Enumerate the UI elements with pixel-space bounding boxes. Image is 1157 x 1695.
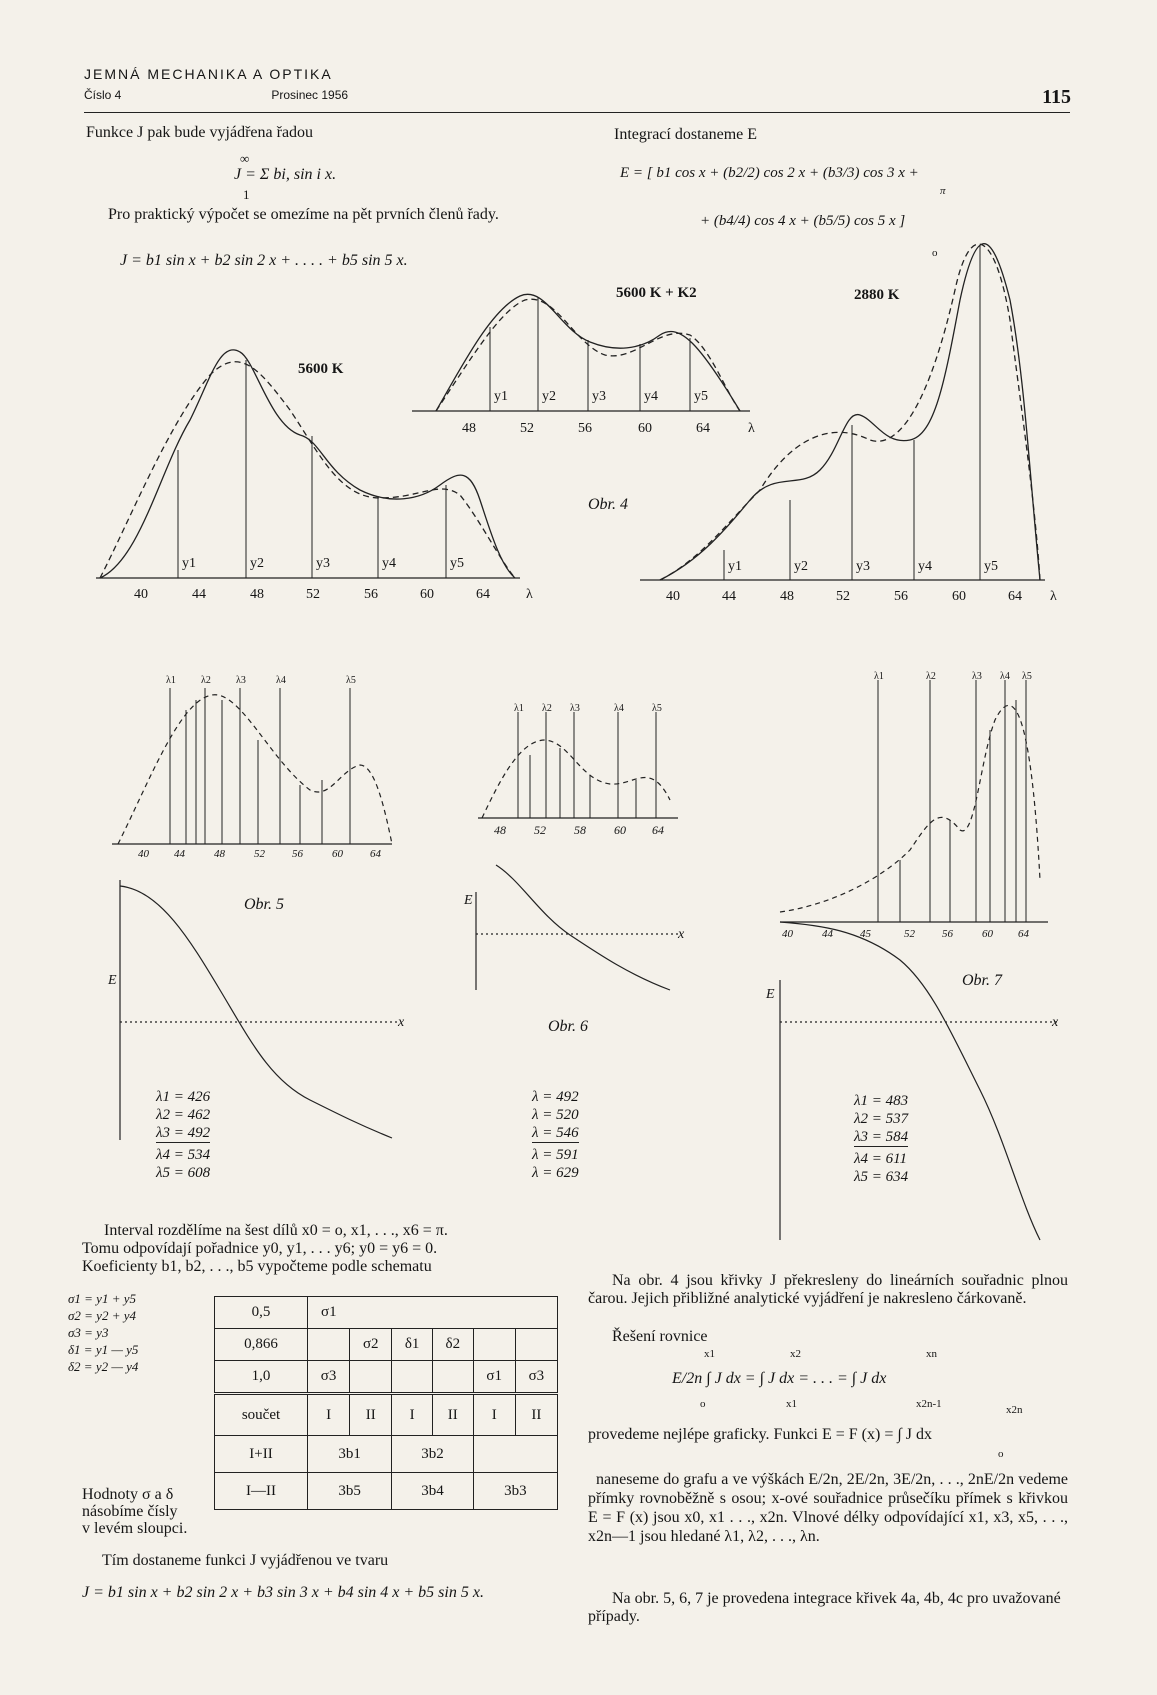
obr4a-tick-40: 40 xyxy=(134,587,148,602)
obr4c-y5: y5 xyxy=(984,559,998,574)
obr7-tick-44: 44 xyxy=(822,928,833,940)
obr6-values xyxy=(532,1088,579,1182)
obr5-tick-40: 40 xyxy=(138,848,149,860)
integration-reference: Na obr. 5, 6, 7 je provedena integrace křivek 4a, 4b, 4c pro uvažované případy. xyxy=(588,1590,1061,1625)
obr6-lambda1: λ1 xyxy=(514,703,524,714)
obr5-E-axis: E xyxy=(108,973,117,988)
obr7-caption: Obr. 7 xyxy=(962,972,1003,989)
obr4a-tick-56: 56 xyxy=(364,587,378,602)
obr7-value-4: λ4 = 611 xyxy=(854,1151,908,1167)
obr4b-label: 5600 K + K2 xyxy=(616,285,697,301)
def-sigma2: σ2 = y2 + y4 xyxy=(68,1308,136,1323)
obr7-lambda4: λ4 xyxy=(1000,671,1010,682)
obr6-value-4: λ = 591 xyxy=(532,1147,579,1163)
obr7-values xyxy=(854,1092,908,1186)
graphic-solution: provedeme nejlépe graficky. Funkci E = F (x) = ∫ J dx xyxy=(588,1426,932,1443)
def-delta1: δ1 = y1 — y5 xyxy=(68,1342,139,1357)
cell-sigma3-b: σ3 xyxy=(515,1361,557,1394)
obr7-spectrum xyxy=(780,680,1048,922)
obr4a-tick-lambda: λ xyxy=(526,587,533,602)
obr4b-y1: y1 xyxy=(494,389,508,404)
obr4c-label: 2880 K xyxy=(854,287,900,303)
issue-date: Prosinec 1956 xyxy=(271,88,349,102)
def-sigma3: σ3 = y3 xyxy=(68,1325,109,1340)
obr7-E-axis: E xyxy=(766,987,775,1002)
obr4c-y1: y1 xyxy=(728,559,742,574)
obr4a-tick-44: 44 xyxy=(192,587,206,602)
obr7-tick-52: 52 xyxy=(904,928,915,940)
obr7-lambda3: λ3 xyxy=(972,671,982,682)
cell-sigma2: σ2 xyxy=(350,1329,392,1361)
obr4c-tick-lambda: λ xyxy=(1050,589,1057,604)
sum-lower-limit: 1 xyxy=(243,187,250,202)
obr5-tick-64: 64 xyxy=(370,848,381,860)
eq2-lim-bot: o xyxy=(998,1448,1004,1460)
soucet-I-2: I xyxy=(392,1394,433,1436)
obr7-value-1: λ1 = 483 xyxy=(854,1093,909,1109)
obr4b-tick-56: 56 xyxy=(578,421,592,436)
result-sentence: Tím dostaneme funkci J vyjádřenou ve tvaru xyxy=(102,1552,389,1569)
obr7-lambda1: λ1 xyxy=(874,671,884,682)
obr4b-tick-64: 64 xyxy=(696,421,710,436)
cell-sigma1: σ1 xyxy=(308,1297,350,1329)
obr6-tick-58: 58 xyxy=(574,823,586,837)
obr6-lambda2: λ2 xyxy=(542,703,552,714)
obr4c-tick-40: 40 xyxy=(666,589,680,604)
obr4c-tick-56: 56 xyxy=(894,589,908,604)
obr6-value-2: λ = 520 xyxy=(532,1107,579,1123)
eq-lim-x1-top: x1 xyxy=(704,1348,715,1360)
note-line-2: násobíme čísly xyxy=(82,1503,178,1520)
interval-sentence: Interval rozdělíme na šest dílů x0 = o, x1, . . ., x6 = π. xyxy=(104,1222,448,1239)
cell-3b4: 3b4 xyxy=(392,1473,473,1510)
obr6-integral xyxy=(476,865,680,990)
obr7-tick-40: 40 xyxy=(782,928,793,940)
obr4a-y4: y4 xyxy=(382,556,396,571)
coefficients-sentence: Koeficienty b1, b2, . . ., b5 vypočteme podle schematu xyxy=(82,1258,432,1275)
obr7-value-5: λ5 = 634 xyxy=(854,1169,909,1185)
obr4a-y1: y1 xyxy=(182,556,196,571)
obr5-lambda5: λ5 xyxy=(346,675,356,686)
obr7-tick-45: 45 xyxy=(860,928,871,940)
eq-lim-x2n-1-bot: x2n-1 xyxy=(916,1398,942,1410)
obr5-lambda4: λ4 xyxy=(276,675,286,686)
obr6-caption: Obr. 6 xyxy=(548,1018,589,1035)
obr6-value-5: λ = 629 xyxy=(532,1165,579,1181)
obr5-lambda3: λ3 xyxy=(236,675,246,686)
obr4b-tick-60: 60 xyxy=(638,421,652,436)
right-paragraph-1: Integrací dostaneme E xyxy=(614,126,758,143)
soucet-I-3: I xyxy=(473,1394,515,1436)
integration-lower-limit: o xyxy=(932,247,938,259)
obr4c-tick-52: 52 xyxy=(836,589,850,604)
obr6-tick-48: 48 xyxy=(494,823,506,837)
obr4a-y3: y3 xyxy=(316,556,330,571)
obr4b-y2: y2 xyxy=(542,389,556,404)
obr4a-label: 5600 K xyxy=(298,361,344,377)
row-soucet: součet xyxy=(215,1394,308,1436)
obr7-lambda5: λ5 xyxy=(1022,671,1032,682)
formula-E-line2: + (b4/4) cos 4 x + (b5/5) cos 5 x ] xyxy=(700,213,906,229)
cell-sigma3: σ3 xyxy=(308,1361,350,1394)
obr5-lambda2: λ2 xyxy=(201,675,211,686)
note-line-1: Hodnoty σ a δ xyxy=(82,1486,174,1503)
obr6-x-axis: x xyxy=(678,927,685,942)
obr5-tick-52: 52 xyxy=(254,848,265,860)
obr6-E-axis: E xyxy=(464,893,473,908)
journal-title: JEMNÁ MECHANIKA A OPTIKA xyxy=(84,66,333,82)
soucet-II-2: II xyxy=(432,1394,473,1436)
obr5-value-3: λ3 = 492 xyxy=(156,1125,211,1141)
obr7-value-2: λ2 = 537 xyxy=(854,1111,909,1127)
left-paragraph-1: Funkce J pak bude vyjádřena řadou xyxy=(86,124,314,141)
page-number: 115 xyxy=(1042,86,1071,108)
obr6-lambda4: λ4 xyxy=(614,703,624,714)
obr4c-tick-44: 44 xyxy=(722,589,736,604)
cell-3b3: 3b3 xyxy=(473,1473,557,1510)
formula-E-line1: E = [ b1 cos x + (b2/2) cos 2 x + (b3/3) cos 3 x + xyxy=(620,165,919,181)
obr7-value-3: λ3 = 584 xyxy=(854,1129,909,1145)
eq-lim-o-bot: o xyxy=(700,1398,706,1410)
obr4b-tick-48: 48 xyxy=(462,421,476,436)
left-paragraph-2: Pro praktický výpočet se omezíme na pět prvních členů řady. xyxy=(108,206,499,223)
obr7-lambda2: λ2 xyxy=(926,671,936,682)
obr6-spectrum xyxy=(478,712,678,818)
obr5-x-axis: x xyxy=(398,1015,405,1030)
obr4-description: Na obr. 4 jsou křivky J překresleny do lineárních souřadnic plnou čarou. Jejich přibližné analytické vyjádření je nakresleno čárkovaně. xyxy=(588,1272,1068,1307)
obr4c-y4: y4 xyxy=(918,559,932,574)
ordinates-sentence: Tomu odpovídají pořadnice y0, y1, . . . y6; y0 = y6 = 0. xyxy=(82,1240,438,1257)
obr5-values xyxy=(156,1088,210,1182)
cell-3b1: 3b1 xyxy=(308,1436,392,1473)
obr4a-tick-48: 48 xyxy=(250,587,264,602)
obr5-caption: Obr. 5 xyxy=(244,896,285,913)
cell-delta1: δ1 xyxy=(392,1329,433,1361)
multiply-note xyxy=(82,1486,187,1537)
obr6-tick-60: 60 xyxy=(614,823,626,837)
obr5-value-5: λ5 = 608 xyxy=(156,1165,211,1181)
obr4a-y5: y5 xyxy=(450,556,464,571)
equation-integrals: E/2n ∫ J dx = ∫ J dx = . . . = ∫ J dx xyxy=(672,1370,887,1387)
obr4b-tick-lambda: λ xyxy=(748,421,755,436)
obr5-lambda1: λ1 xyxy=(166,675,176,686)
obr7-integral xyxy=(780,922,1060,1240)
obr4c-y2: y2 xyxy=(794,559,808,574)
bottom-left-intro xyxy=(104,1222,564,1240)
factor-1-0: 1,0 xyxy=(215,1361,308,1394)
def-sigma1: σ1 = y1 + y5 xyxy=(68,1291,136,1306)
obr5-spectrum xyxy=(112,688,392,844)
obr4c-tick-64: 64 xyxy=(1008,589,1022,604)
formula-five-terms: J = b1 sin x + b2 sin 2 x + . . . . + b5 sin 5 x. xyxy=(120,252,408,269)
obr5-tick-56: 56 xyxy=(292,848,303,860)
sigma-delta-definitions xyxy=(68,1290,138,1375)
eq-lim-x2-top: x2 xyxy=(790,1348,801,1360)
eq2-lim-top: x2n xyxy=(1006,1404,1023,1416)
obr6-value-1: λ = 492 xyxy=(532,1089,579,1105)
formula-series: J = Σ bi, sin i x. xyxy=(234,166,337,183)
obr4b-y5: y5 xyxy=(694,389,708,404)
cell-3b2: 3b2 xyxy=(392,1436,473,1473)
obr4c-tick-48: 48 xyxy=(780,589,794,604)
obr6-tick-52: 52 xyxy=(534,823,546,837)
obr4a-tick-52: 52 xyxy=(306,587,320,602)
obr6-tick-64: 64 xyxy=(652,823,664,837)
obr5-value-4: λ4 = 534 xyxy=(156,1147,211,1163)
obr4a-y2: y2 xyxy=(250,556,264,571)
result-formula: J = b1 sin x + b2 sin 2 x + b3 sin 3 x + b4 sin 4 x + b5 sin 5 x. xyxy=(82,1584,484,1601)
obr4c-tick-60: 60 xyxy=(952,589,966,604)
obr4b-tick-52: 52 xyxy=(520,421,534,436)
integration-upper-limit: π xyxy=(940,185,946,197)
obr6-lambda3: λ3 xyxy=(570,703,580,714)
cell-3b5: 3b5 xyxy=(308,1473,392,1510)
row-i-minus-ii: I—II xyxy=(215,1473,308,1510)
obr5-value-2: λ2 = 462 xyxy=(156,1107,211,1123)
obr4b-y3: y3 xyxy=(592,389,606,404)
row-i-plus-ii: I+II xyxy=(215,1436,308,1473)
soucet-II-1: II xyxy=(350,1394,392,1436)
issue-number: Číslo 4 xyxy=(84,88,122,102)
note-line-3: v levém sloupci. xyxy=(82,1520,188,1537)
equation-intro: Řešení rovnice xyxy=(612,1328,708,1345)
eq-lim-xn-top: xn xyxy=(926,1348,937,1360)
sum-upper-limit: ∞ xyxy=(240,151,250,166)
soucet-I-1: I xyxy=(308,1394,350,1436)
obr7-tick-60: 60 xyxy=(982,928,993,940)
obr7-tick-56: 56 xyxy=(942,928,953,940)
obr4b-y4: y4 xyxy=(644,389,658,404)
soucet-II-3: II xyxy=(515,1394,557,1436)
obr4a-tick-64: 64 xyxy=(476,587,490,602)
graph-procedure: naneseme do grafu a ve výškách E/2n, 2E/2n, 3E/2n, . . ., 2nE/2n vedeme přímky rovnoběžně s osou; x-ové souřadnice průsečíku přímek s křivkou E = F (x) jsou x0, x1 . . ., x2n. Vlnové délky odpovídající x1, x3, x5, . . ., x2n—1 jsou hledané λ1, λ2, . . ., λn. xyxy=(588,1471,1068,1545)
obr5-value-1: λ1 = 426 xyxy=(156,1089,211,1105)
obr5-tick-48: 48 xyxy=(214,848,225,860)
obr6-lambda5: λ5 xyxy=(652,703,662,714)
obr7-tick-64: 64 xyxy=(1018,928,1029,940)
cell-sigma1-b: σ1 xyxy=(473,1361,515,1394)
def-delta2: δ2 = y2 — y4 xyxy=(68,1359,139,1374)
factor-0-866: 0,866 xyxy=(215,1329,308,1361)
obr6-value-3: λ = 546 xyxy=(532,1125,579,1141)
obr4-caption: Obr. 4 xyxy=(588,496,629,513)
eq-lim-x1-bot: x1 xyxy=(786,1398,797,1410)
factor-0-5: 0,5 xyxy=(215,1297,308,1329)
obr5-tick-44: 44 xyxy=(174,848,185,860)
cell-delta2: δ2 xyxy=(432,1329,473,1361)
coefficient-scheme-table xyxy=(214,1296,558,1510)
obr7-x-axis: x xyxy=(1052,1015,1059,1030)
obr4a-tick-60: 60 xyxy=(420,587,434,602)
obr5-tick-60: 60 xyxy=(332,848,343,860)
obr4c-y3: y3 xyxy=(856,559,870,574)
